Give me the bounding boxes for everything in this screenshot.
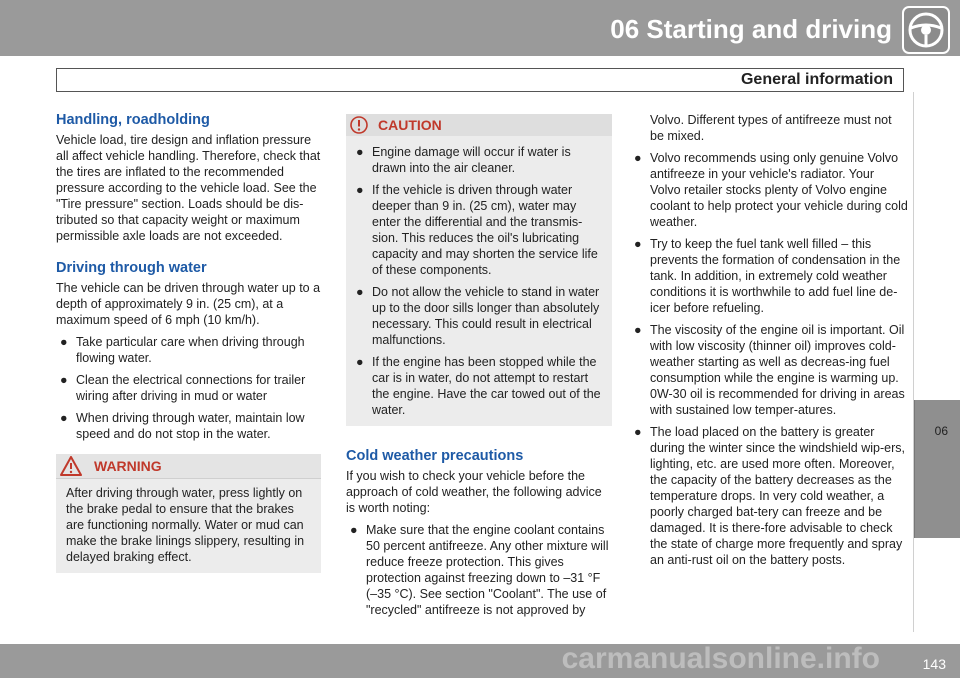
section-header bbox=[56, 68, 904, 92]
caution-header bbox=[346, 114, 612, 136]
caution-exclamation-icon bbox=[350, 116, 368, 134]
list-item: ● When driving through water, maintain low speed and do not stop in the water. bbox=[60, 411, 305, 441]
chapter-title: 06 Starting and driving bbox=[610, 14, 892, 44]
list-item: ● The load placed on the battery is greater during the winter since the windshield wip-ers, lighting, etc. are used more often. Moreover, the capacity of the battery decreases as the temperature drops. In very cold weather, a poorly charged bat-tery can freeze and be damaged. It is there-fore advisable to check the state of charge more frequently and spray an anti-rust oil on the battery posts. bbox=[634, 425, 905, 567]
list-item: ● The viscosity of the engine oil is important. Oil with low viscosity (thinner oil) improves cold-weather starting as well as decreas-ing fuel consumption while the engine is warming up. 0W-30 oil is recommended for driving in areas with sustained low temper-atures. bbox=[634, 323, 905, 417]
caution-box bbox=[346, 114, 612, 426]
heading-driving-water: Driving through water bbox=[56, 260, 207, 276]
caution-label: CAUTION bbox=[378, 117, 442, 133]
caution-bullet-list bbox=[352, 144, 604, 418]
watermark: carmanualsonline.info bbox=[561, 642, 880, 675]
cold-bullet-list bbox=[346, 522, 612, 618]
list-item: ● Try to keep the fuel tank well filled – this prevents the formation of condensation in the tank. In addition, in extremely cold weather conditions it is worthwhile to add fuel line de-icer before refueling. bbox=[634, 237, 901, 315]
cold-bullet-list-continued bbox=[630, 150, 908, 568]
column-right bbox=[630, 112, 908, 574]
list-item: ● Do not allow the vehicle to stand in water up to the door sills longer than absolutely necessary. This could result in electrical malfunctions. bbox=[356, 285, 600, 347]
paragraph-driving-water: The vehicle can be driven through water up to a depth of approximately 9 in. (25 cm), at a maximum speed of 6 mph (10 km/h). bbox=[56, 281, 321, 327]
column-middle bbox=[346, 114, 612, 624]
paragraph-continued: Volvo. Different types of antifreeze must not be mixed. bbox=[650, 113, 892, 143]
header-bar bbox=[0, 0, 960, 56]
warning-triangle-icon bbox=[60, 456, 82, 476]
warning-box bbox=[56, 454, 321, 573]
heading-cold-weather: Cold weather precautions bbox=[346, 448, 524, 464]
list-item: ● Clean the electrical connections for trailer wiring after driving in mud or water bbox=[60, 373, 306, 403]
list-item: ● Engine damage will occur if water is drawn into the air cleaner. bbox=[356, 145, 571, 175]
warning-header bbox=[56, 454, 321, 479]
steering-wheel-icon bbox=[902, 6, 950, 54]
chapter-tab bbox=[914, 400, 960, 538]
page-number: 143 bbox=[922, 656, 946, 672]
list-item: ● If the vehicle is driven through water deeper than 9 in. (25 cm), water may enter the differential and the transmis-sion. This reduces the oil's lubricating capacity and may shorten the service life of these components. bbox=[356, 183, 598, 277]
list-item: ● Take particular care when driving through flowing water. bbox=[60, 335, 305, 365]
paragraph-handling: Vehicle load, tire design and inflation pressure all affect vehicle handling. Therefore, check that the tires are inflated to the recommended pressure according to the vehicle load. See the "Tire pressure" section. Loads should be dis-tributed so that capacity weight or maximum permissible axle loads are not exceeded. bbox=[56, 133, 321, 243]
water-bullet-list bbox=[56, 334, 321, 442]
caution-body bbox=[346, 136, 612, 426]
heading-handling: Handling, roadholding bbox=[56, 112, 210, 128]
warning-text: After driving through water, press lightly on the brake pedal to ensure that the brakes are functioning normally. Water or mud can make the brake linings slippery, resulting in delayed braking effect. bbox=[66, 486, 305, 564]
list-item: ● If the engine has been stopped while the car is in water, do not attempt to restart the engine. Have the car towed out of the water. bbox=[356, 355, 601, 417]
list-item: ● Volvo recommends using only genuine Volvo antifreeze in your vehicle's radiator. Your Volvo retailer stocks plenty of Volvo engine coolant to help protect your vehicle during cold weather. bbox=[634, 151, 908, 229]
paragraph-cold-weather: If you wish to check your vehicle before the approach of cold weather, the following advice is worth noting: bbox=[346, 469, 602, 515]
column-left bbox=[56, 112, 321, 573]
list-item: ● Make sure that the engine coolant contains 50 percent antifreeze. Any other mixture will reduce freeze protection. This gives protection against freezing down to –31 °F (–35 °C). See section "Coolant". The use of "recycled" antifreeze is not approved by bbox=[350, 523, 609, 617]
warning-label: WARNING bbox=[94, 458, 162, 474]
divider bbox=[913, 92, 914, 632]
section-title: General information bbox=[740, 71, 893, 88]
footer-bar bbox=[0, 644, 960, 678]
chapter-tab-label: 06 bbox=[934, 424, 948, 438]
